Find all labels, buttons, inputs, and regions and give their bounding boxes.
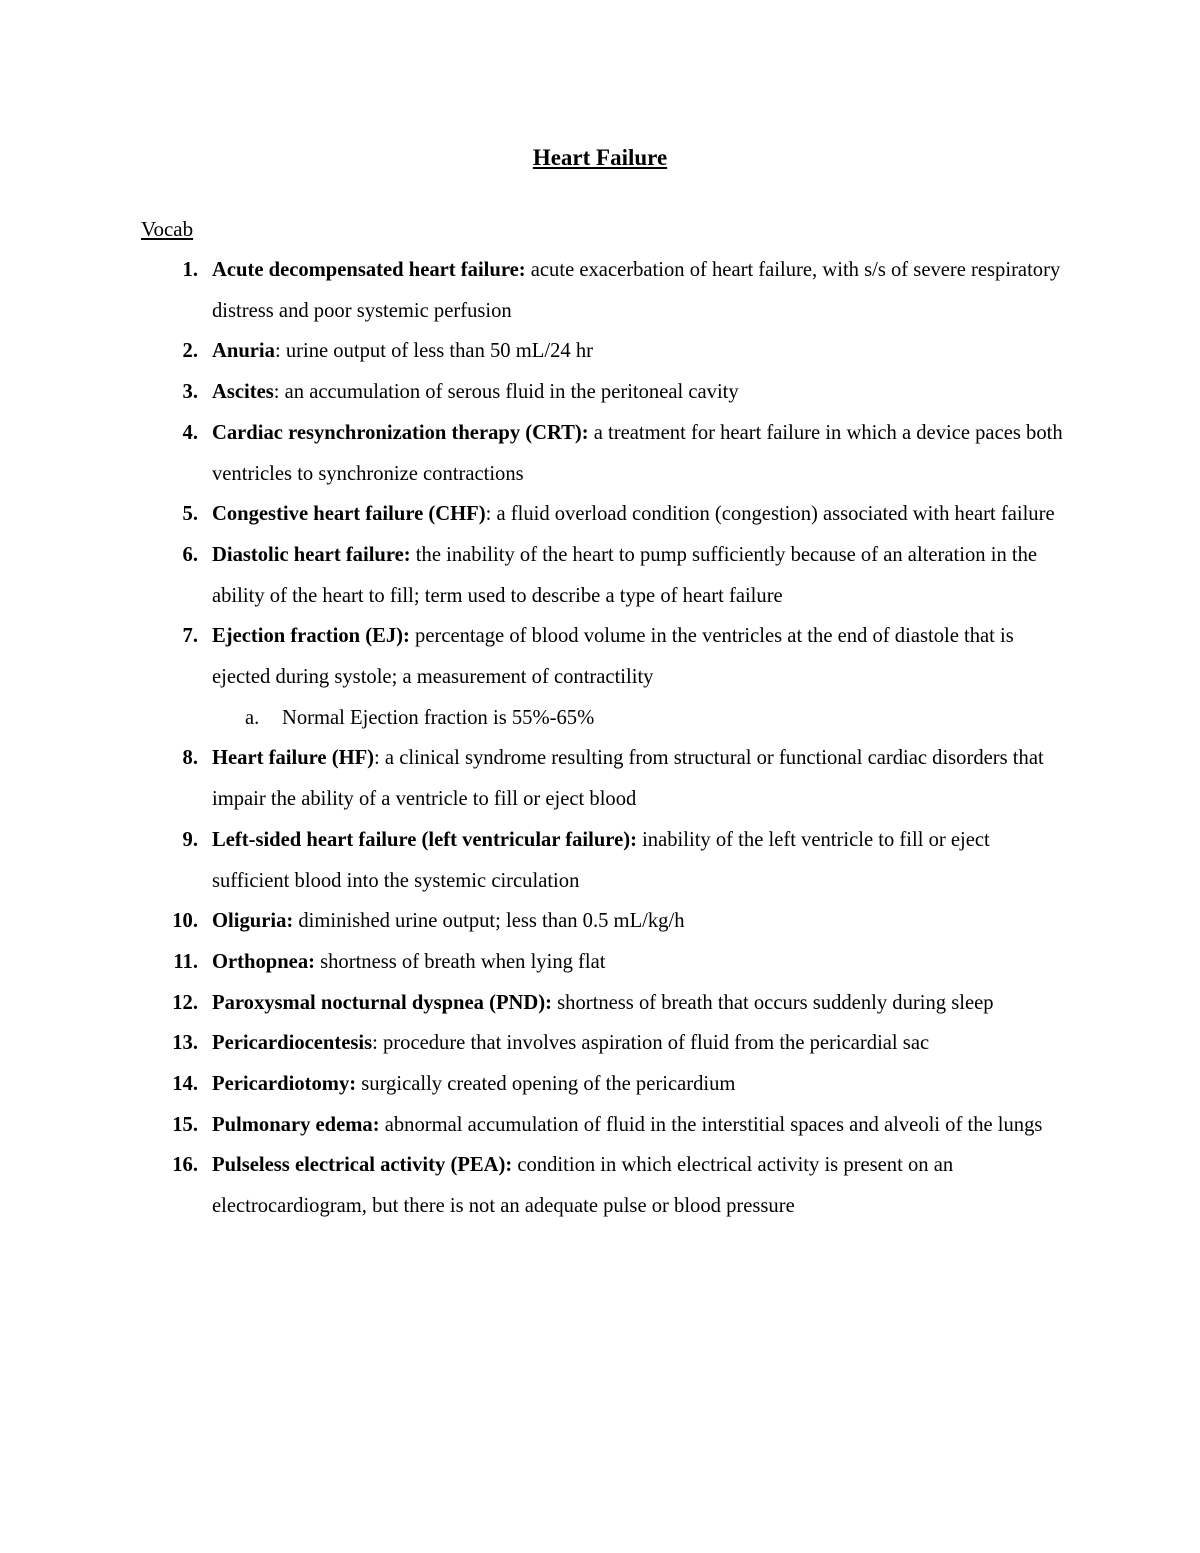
vocab-definition: inability of the left ventricle to fill or eject sufficient blood into the systemic circulation [212,828,990,892]
vocab-item-12 [0,983,1200,1024]
vocab-term: Cardiac resynchronization therapy (CRT): [212,421,589,444]
vocab-term: Orthopnea: [212,950,315,973]
vocab-number: 3. [182,381,198,404]
section-heading-vocab: Vocab [141,217,194,241]
vocab-definition: : an accumulation of serous fluid in the peritoneal cavity [273,381,739,404]
vocab-number: 6. [182,543,198,566]
vocab-item-16 [0,1145,1200,1226]
vocab-term: Heart failure (HF) [212,747,375,770]
vocab-item-11 [0,942,1200,983]
vocab-number: 9. [182,828,198,851]
vocab-item-2 [0,331,1200,372]
vocab-item-8 [0,738,1200,819]
page-title: Heart Failure [532,145,668,170]
vocab-number: 12. [172,991,198,1014]
vocab-definition: shortness of breath that occurs suddenly during sleep [552,991,994,1014]
vocab-term: Anuria [212,340,275,363]
vocab-term: Ejection fraction (EJ): [212,625,410,648]
vocab-number: 15. [172,1113,198,1136]
vocab-number: 5. [182,503,198,526]
vocab-term: Ascites [212,381,274,404]
vocab-definition: surgically created opening of the pericardium [356,1073,736,1096]
sub-item-letter: a. [245,706,260,729]
vocab-definition: the inability of the heart to pump sufficiently because of an alteration in the ability of the heart to fill; term used to describe a type of heart failure [212,543,1038,607]
vocab-term: Diastolic heart failure: [212,543,411,566]
vocab-term: Pulseless electrical activity (PEA): [212,1154,513,1177]
vocab-item-6 [0,535,1200,616]
vocab-number: 2. [182,340,198,363]
vocab-item-1 [0,250,1200,331]
vocab-number: 14. [172,1073,198,1096]
vocab-number: 13. [172,1032,198,1055]
vocab-list [0,250,1200,1227]
vocab-term: Acute decompensated heart failure: [212,259,526,281]
vocab-number: 16. [172,1154,198,1177]
vocab-number: 1. [182,259,198,281]
vocab-number: 7. [182,625,198,648]
vocab-term: Pericardiocentesis [212,1032,373,1055]
vocab-definition: shortness of breath when lying flat [314,950,606,973]
vocab-number: 8. [182,747,198,770]
vocab-definition: : urine output of less than 50 mL/24 hr [274,340,593,363]
vocab-item-3 [0,372,1200,413]
vocab-definition: diminished urine output; less than 0.5 mL/kg/h [293,910,685,933]
vocab-number: 4. [182,421,198,444]
vocab-item-15 [0,1105,1200,1146]
vocab-term: Pulmonary edema: [212,1113,380,1136]
vocab-definition: : a clinical syndrome resulting from structural or functional cardiac disorders that impair the ability of a ventricle to fill or eject blood [212,747,1044,811]
vocab-definition: : procedure that involves aspiration of fluid from the pericardial sac [372,1032,930,1055]
sub-item-text: Normal Ejection fraction is 55%-65% [282,706,595,729]
vocab-item-14 [0,1064,1200,1105]
vocab-term: Paroxysmal nocturnal dyspnea (PND): [212,991,552,1014]
vocab-definition: a treatment for heart failure in which a device paces both ventricles to synchronize contractions [212,421,1063,485]
vocab-definition: condition in which electrical activity is present on an electrocardiogram, but there is not an adequate pulse or blood pressure [212,1154,954,1218]
vocab-sub-item [0,698,1200,739]
vocab-item-13 [0,1023,1200,1064]
vocab-number: 10. [172,910,198,933]
vocab-term: Pericardiotomy: [212,1073,357,1096]
vocab-term: Left-sided heart failure (left ventricular failure): [212,828,637,851]
vocab-item-7 [0,616,1200,697]
vocab-definition: : a fluid overload condition (congestion) associated with heart failure [485,503,1055,526]
vocab-term: Congestive heart failure (CHF) [212,503,486,526]
vocab-definition: acute exacerbation of heart failure, with s/s of severe respiratory distress and poor systemic perfusion [212,259,1061,322]
vocab-item-4 [0,413,1200,494]
vocab-item-10 [0,901,1200,942]
vocab-item-5 [0,494,1200,535]
vocab-definition: percentage of blood volume in the ventricles at the end of diastole that is ejected during systole; a measurement of contractility [212,625,1014,689]
vocab-definition: abnormal accumulation of fluid in the interstitial spaces and alveoli of the lungs [379,1113,1043,1136]
vocab-item-9 [0,820,1200,901]
vocab-term: Oliguria: [212,910,294,933]
vocab-number: 11. [173,950,198,973]
